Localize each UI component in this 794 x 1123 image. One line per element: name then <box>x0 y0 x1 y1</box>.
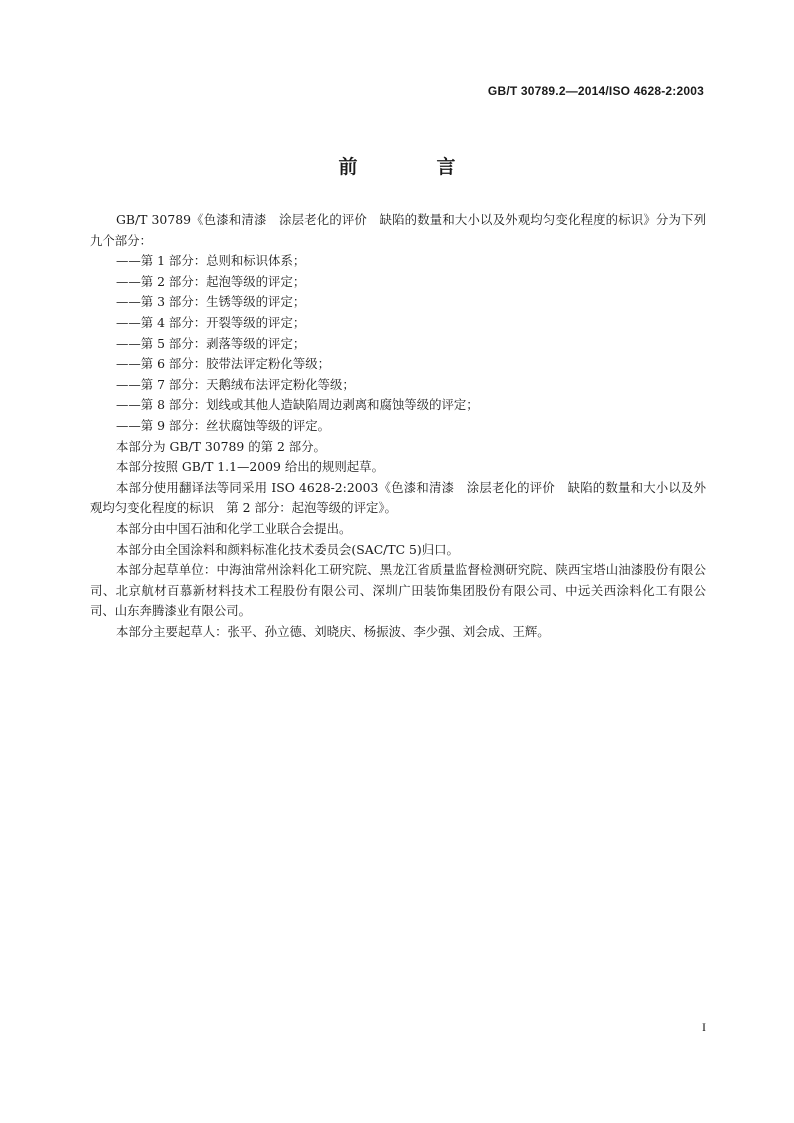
paragraph-adoption: 本部分使用翻译法等同采用 ISO 4628-2:2003《色漆和清漆 涂层老化的评价 缺陷的数量和大小以及外观均匀变化程度的标识 第 2 部分：起泡等级的评定》。 <box>90 479 706 516</box>
list-item-part-6: ——第 6 部分：胶带法评定粉化等级； <box>116 356 331 372</box>
paragraph-drafting-units: 本部分起草单位：中海油常州涂料化工研究院、黑龙江省质量监督检测研究院、陕西宝塔山油漆股份有限公司、北京航材百慕新材料技术工程股份有限公司、深圳广田装饰集团股份有限公司、中远关西涂料化工有限公司、山东奔腾漆业有限公司。 <box>90 562 706 619</box>
paragraph-intro: GB/T 30789《色漆和清漆 涂层老化的评价 缺陷的数量和大小以及外观均匀变化程度的标识》分为下列九个部分： <box>90 212 706 248</box>
paragraph-committee: 本部分由全国涂料和颜料标准化技术委员会(SAC/TC 5)归口。 <box>116 541 459 557</box>
paragraph-part-statement: 本部分为 GB/T 30789 的第 2 部分。 <box>116 438 326 454</box>
list-item-part-7: ——第 7 部分：天鹅绒布法评定粉化等级； <box>116 376 355 392</box>
foreword-body <box>90 210 706 642</box>
list-item-part-3: ——第 3 部分：生锈等级的评定； <box>116 294 306 310</box>
page-title: 前 言 <box>338 156 486 178</box>
list-item-part-2: ——第 2 部分：起泡等级的评定； <box>116 273 306 289</box>
list-item-part-8: ——第 8 部分：划线或其他人造缺陷周边剥离和腐蚀等级的评定； <box>116 397 479 413</box>
list-item-part-5: ——第 5 部分：剥落等级的评定； <box>116 335 306 351</box>
list-item-part-1: ——第 1 部分：总则和标识体系； <box>116 253 306 269</box>
paragraph-drafters: 本部分主要起草人：张平、孙立德、刘晓庆、杨振波、李少强、刘会成、王辉。 <box>116 623 550 639</box>
list-item-part-4: ——第 4 部分：开裂等级的评定； <box>116 314 306 330</box>
paragraph-drafting-rules: 本部分按照 GB/T 1.1—2009 给出的规则起草。 <box>116 459 384 475</box>
page-number: I <box>702 1020 706 1034</box>
standard-code: GB/T 30789.2—2014/ISO 4628-2:2003 <box>487 84 704 98</box>
list-item-part-9: ——第 9 部分：丝状腐蚀等级的评定。 <box>116 417 331 433</box>
paragraph-proposer: 本部分由中国石油和化学工业联合会提出。 <box>116 520 352 536</box>
